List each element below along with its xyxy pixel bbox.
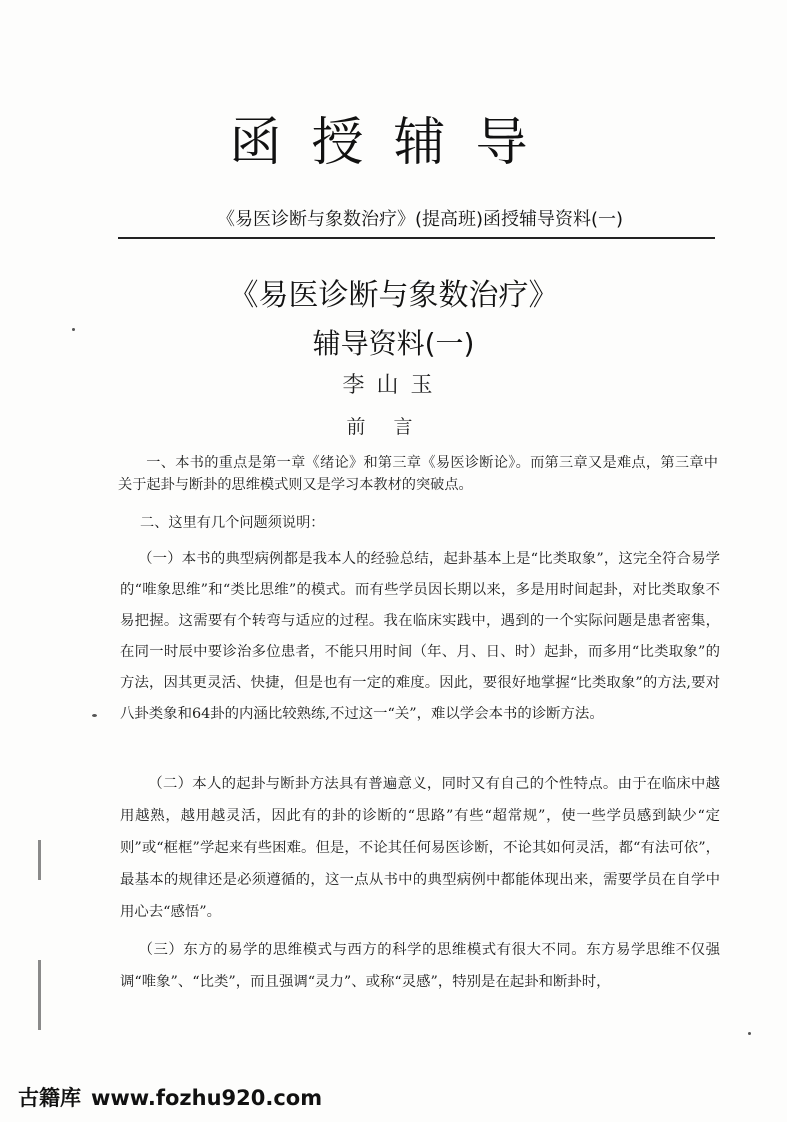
scan-speck [748,1032,751,1035]
scan-edge-mark [38,960,41,1030]
paragraph-5 [120,934,720,998]
scan-edge-mark [38,840,41,880]
paragraph-2-text: 二、这里有几个问题须说明： [140,515,325,531]
paragraph-3-text: （一）本书的典型病例都是我本人的经验总结，起卦基本上是“比类取象”，这完全符合易学的“唯象思维”和“类比思维”的模式。而有些学员因长期以来，多是用时间起卦，对比类取象不易把握。这需要有个转弯与适应的过程。我在临床实践中，遇到的一个实际问题是患者密集，在同一时辰中要诊治多位患者，不能只用时间（年、月、日、时）起卦，而多用“比类取象”的方法，因其更灵活、快捷，但是也有一定的难度。因此，要很好地掌握“比类取象”的方法,要对八卦类象和64卦的内涵比较熟练,不过这一“关”，难以学会本书的诊断方法。 [120,551,720,722]
document-header-title: 函授辅导 [229,113,558,173]
paragraph-3 [120,544,720,730]
book-title: 《易医诊断与象数治疗》 [228,278,559,313]
paragraph-4 [120,768,720,928]
paragraph-5-text: （三）东方的易学的思维模式与西方的科学的思维模式有很大不同。东方易学思维不仅强调“唯象”、“比类”，而且强调“灵力”、或称“灵感”，特别是在起卦和断卦时， [120,942,720,990]
scan-speck [92,714,97,717]
scan-speck [72,328,75,331]
watermark-footer [18,1082,322,1112]
watermark-url: www.fozhu920.com [91,1086,323,1110]
material-title: 辅导资料(一) [312,327,475,360]
preface-heading: 前言 [346,416,441,438]
paragraph-1 [118,452,718,496]
paragraph-1-text: 一、本书的重点是第一章《绪论》和第三章《易医诊断论》。而第三章又是难点，第三章中关于起卦与断卦的思维模式则又是学习本教材的突破点。 [118,455,718,493]
paragraph-2 [140,512,720,534]
paragraph-4-text: （二）本人的起卦与断卦方法具有普遍意义，同时又有自己的个性特点。由于在临床中越用越熟，越用越灵活，因此有的卦的诊断的“思路”有些“超常规”，使一些学员感到缺少“定则”或“框框”学起来有些困难。但是，不论其任何易医诊断，不论其如何灵活，都“有法可依”，最基本的规律还是必须遵循的，这一点从书中的典型病例中都能体现出来，需要学员在自学中用心去“感悟”。 [120,776,720,920]
author-name: 李山玉 [342,373,445,398]
document-subheader: 《易医诊断与象数治疗》(提高班)函授辅导资料(一) [216,209,624,230]
watermark-site-name: 古籍库 [18,1086,81,1110]
header-divider [118,237,715,239]
